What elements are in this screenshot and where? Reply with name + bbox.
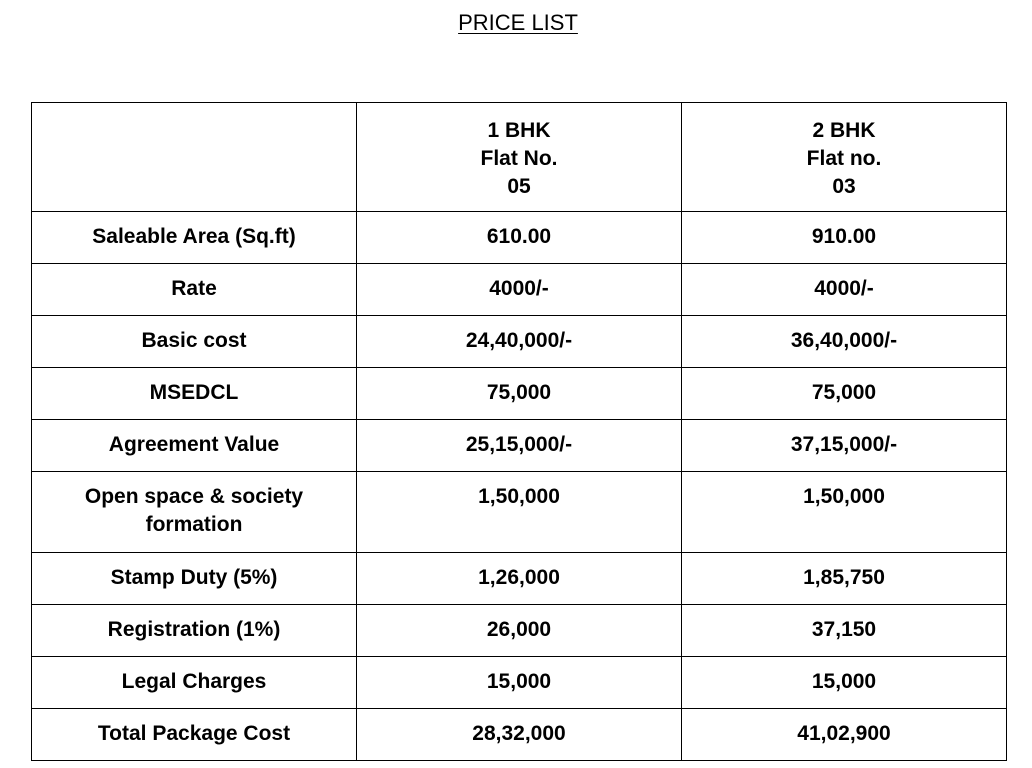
table-row — [32, 657, 1007, 709]
header-1bhk-flat-number: 05 — [507, 175, 531, 198]
table-row — [32, 420, 1007, 472]
header-cell-empty — [32, 103, 357, 212]
row-value-1bhk: 610.00 — [357, 212, 682, 264]
row-value-1bhk: 1,50,000 — [357, 472, 682, 553]
row-value-2bhk: 75,000 — [682, 368, 1007, 420]
header-2bhk-flat-label: Flat no. — [806, 147, 882, 170]
row-label: Saleable Area (Sq.ft) — [32, 212, 357, 264]
page-title: PRICE LIST — [458, 10, 578, 35]
row-value-1bhk: 75,000 — [357, 368, 682, 420]
row-value-2bhk: 1,50,000 — [682, 472, 1007, 553]
header-1bhk-type: 1 BHK — [487, 119, 551, 142]
table-row — [32, 264, 1007, 316]
price-table — [31, 102, 1007, 761]
row-label: MSEDCL — [32, 368, 357, 420]
row-label: Rate — [32, 264, 357, 316]
row-value-1bhk: 4000/- — [357, 264, 682, 316]
row-value-1bhk: 26,000 — [357, 605, 682, 657]
table-row — [32, 709, 1007, 761]
row-value-2bhk: 36,40,000/- — [682, 316, 1007, 368]
row-value-2bhk: 4000/- — [682, 264, 1007, 316]
row-label: Open space & society formation — [32, 472, 357, 553]
table-row — [32, 553, 1007, 605]
header-2bhk-type: 2 BHK — [812, 119, 876, 142]
row-label: Stamp Duty (5%) — [32, 553, 357, 605]
row-label: Basic cost — [32, 316, 357, 368]
row-value-2bhk: 41,02,900 — [682, 709, 1007, 761]
row-label: Total Package Cost — [32, 709, 357, 761]
header-2bhk-flat-number: 03 — [832, 175, 856, 198]
row-value-2bhk: 37,15,000/- — [682, 420, 1007, 472]
row-value-1bhk: 28,32,000 — [357, 709, 682, 761]
row-value-1bhk: 25,15,000/- — [357, 420, 682, 472]
table-row — [32, 368, 1007, 420]
header-cell-2bhk — [682, 103, 1007, 212]
row-value-2bhk: 910.00 — [682, 212, 1007, 264]
header-cell-1bhk — [357, 103, 682, 212]
row-value-2bhk: 1,85,750 — [682, 553, 1007, 605]
table-row — [32, 316, 1007, 368]
row-value-2bhk: 37,150 — [682, 605, 1007, 657]
row-label: Registration (1%) — [32, 605, 357, 657]
table-row — [32, 472, 1007, 553]
row-label: Agreement Value — [32, 420, 357, 472]
table-row — [32, 212, 1007, 264]
row-value-1bhk: 1,26,000 — [357, 553, 682, 605]
table-row — [32, 605, 1007, 657]
row-value-1bhk: 24,40,000/- — [357, 316, 682, 368]
header-1bhk-flat-label: Flat No. — [480, 147, 558, 170]
row-value-1bhk: 15,000 — [357, 657, 682, 709]
row-label: Legal Charges — [32, 657, 357, 709]
table-header-row — [32, 103, 1007, 212]
row-value-2bhk: 15,000 — [682, 657, 1007, 709]
